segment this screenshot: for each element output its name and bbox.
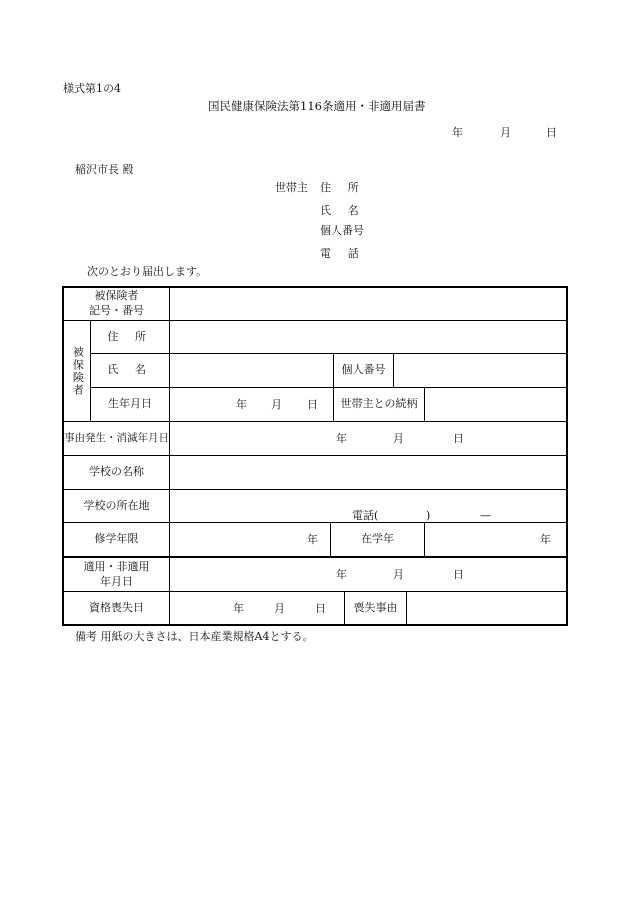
name-label: 氏 名 (107, 363, 153, 377)
apply-date-label-line1: 適用・非適用 (83, 559, 150, 573)
enrolled-years-label: 在学年 (361, 532, 394, 546)
loss-reason-field[interactable] (407, 592, 566, 624)
dob-label: 生年月日 (108, 397, 152, 411)
event-date-day: 日 (453, 432, 464, 445)
loss-date-month: 月 (274, 602, 285, 615)
apply-date-label-line2: 年月日 (100, 574, 133, 588)
householder-phone-label: 電 話 (320, 247, 366, 260)
date-month-label: 月 (500, 126, 511, 139)
insured-number-label-line1: 被保険者 (94, 289, 139, 303)
dob-day: 日 (307, 398, 318, 411)
dob-year: 年 (236, 398, 247, 411)
loss-date-day: 日 (315, 602, 326, 615)
form-number: 様式第1の4 (63, 82, 121, 95)
school-name-label: 学校の名称 (89, 465, 144, 479)
school-phone-prefix: 電話( (352, 509, 379, 522)
dob-month: 月 (271, 398, 282, 411)
event-date-month: 月 (393, 432, 404, 445)
apply-date-label (64, 558, 169, 591)
date-day-label: 日 (546, 126, 557, 139)
loss-date-label: 資格喪失日 (89, 600, 144, 614)
loss-reason-label: 喪失事由 (353, 600, 398, 614)
page-title: 国民健康保険法第116条適用・非適用届書 (208, 99, 426, 113)
enrolled-years-unit: 年 (540, 533, 551, 546)
householder-my-number-label: 個人番号 (320, 224, 364, 237)
householder-address-label: 住 所 (320, 181, 366, 194)
intro-text: 次のとおり届出します。 (87, 265, 208, 278)
loss-date-year: 年 (233, 602, 244, 615)
insured-group-label-text: 被保険者 (71, 345, 85, 397)
date-year-label: 年 (452, 126, 463, 139)
apply-date-year: 年 (336, 568, 347, 581)
my-number-field[interactable] (394, 354, 566, 387)
remarks-note: 備考 用紙の大きさは、日本産業規格A4とする。 (75, 630, 314, 643)
householder-label: 世帯主 (275, 181, 308, 194)
school-phone-dash: — (480, 509, 491, 522)
address-label: 住 所 (107, 329, 153, 343)
insured-number-label-line2: 記号・番号 (89, 304, 144, 317)
study-years-label: 修学年限 (94, 532, 139, 546)
address-field[interactable] (170, 321, 566, 353)
apply-date-day: 日 (453, 568, 464, 581)
householder-name-label: 氏 名 (320, 204, 366, 217)
insured-number-field[interactable] (170, 288, 566, 320)
relation-label: 世帯主との続柄 (340, 397, 418, 411)
study-years-unit: 年 (307, 533, 318, 546)
school-name-field[interactable] (170, 456, 566, 489)
event-date-label: 事由発生・消滅年月日 (64, 432, 169, 445)
relation-field[interactable] (425, 388, 566, 421)
addressee: 稲沢市長 殿 (75, 163, 134, 176)
school-phone-paren-close: ) (426, 509, 431, 522)
insured-number-label (64, 288, 169, 320)
insured-group-label (64, 321, 90, 421)
name-field[interactable] (170, 354, 333, 387)
apply-date-month: 月 (393, 568, 404, 581)
event-date-year: 年 (336, 432, 347, 445)
my-number-label: 個人番号 (341, 363, 386, 377)
school-location-label: 学校の所在地 (83, 498, 150, 512)
